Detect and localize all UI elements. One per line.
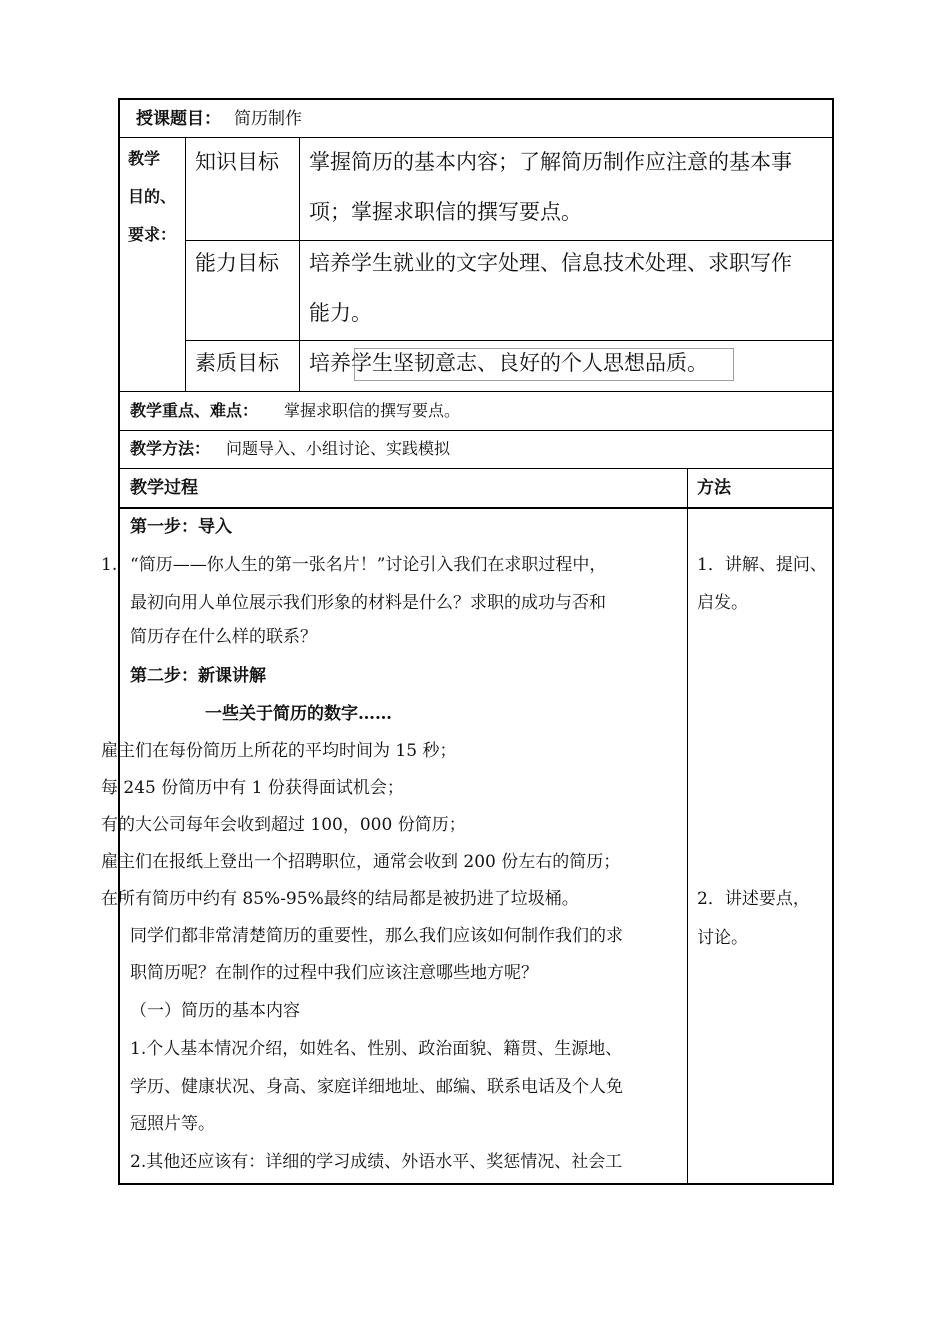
row-divider [185, 340, 834, 341]
objective-name-quality: 素质目标 [195, 351, 279, 375]
table-border-left [118, 98, 120, 1185]
question-text-line: 同学们都非常清楚简历的重要性，那么我们应该如何制作我们的求 [130, 926, 623, 946]
method-note-line: 2．讲述要点， [697, 889, 810, 909]
numbers-item: 有的大公司每年会收到超过 100，000 份简历； [101, 815, 466, 835]
row-divider [118, 137, 834, 138]
process-column-header: 教学过程 [130, 478, 198, 498]
objective-text-line: 能力。 [309, 301, 372, 325]
key-points-value: 掌握求职信的撰写要点。 [284, 401, 461, 420]
objectives-label-line: 要求： [128, 225, 177, 244]
table-border-right [832, 98, 834, 1185]
objective-text-line: 培养学生坚韧意志、良好的个人思想品质。 [309, 351, 708, 375]
row-divider [118, 430, 834, 431]
col-divider [687, 468, 688, 1184]
item1-text-line: 学历、健康状况、身高、家庭详细地址、邮编、联系电话及个人免 [130, 1077, 623, 1097]
numbers-item: 雇主们在报纸上登出一个招聘职位，通常会收到 200 份左右的简历； [101, 852, 621, 872]
item1-text-line: 冠照片等。 [130, 1114, 215, 1134]
methods-label: 教学方法： [130, 439, 211, 458]
step1-text-line: 最初向用人单位展示我们形象的材料是什么？求职的成功与否和 [130, 593, 606, 613]
method-column-header: 方法 [697, 478, 731, 498]
numbers-item: 雇主们在每份简历上所花的平均时间为 15 秒； [101, 741, 457, 761]
list-marker: 1. [101, 555, 118, 575]
step1-title: 第一步：导入 [130, 517, 232, 537]
step1-text-line: “简历——你人生的第一张名片！”讨论引入我们在求职过程中， [130, 555, 607, 575]
table-border-bottom [118, 1183, 834, 1185]
objective-text-line: 掌握简历的基本内容；了解简历制作应注意的基本事 [309, 150, 792, 174]
objective-text-line: 培养学生就业的文字处理、信息技术处理、求职写作 [309, 251, 792, 275]
objectives-label-line: 目的、 [128, 187, 177, 206]
item2-text-line: 2.其他还应该有：详细的学习成绩、外语水平、奖惩情况、社会工 [130, 1152, 623, 1172]
method-note-line: 启发。 [697, 593, 748, 613]
numbers-title: 一些关于简历的数字…… [205, 704, 392, 724]
key-points-label: 教学重点、难点： [130, 401, 259, 420]
step2-title: 第二步：新课讲解 [130, 666, 266, 686]
row-divider [118, 468, 834, 469]
objective-name-ability: 能力目标 [195, 251, 279, 275]
question-text-line: 职简历呢？在制作的过程中我们应该注意哪些地方呢？ [130, 963, 538, 983]
objectives-label-line: 教学 [128, 149, 161, 168]
row-divider [118, 391, 834, 392]
item1-text-line: 1.个人基本情况介绍，如姓名、性别、政治面貌、籍贯、生源地、 [130, 1039, 623, 1059]
col-divider [299, 137, 300, 391]
row-divider [185, 240, 834, 241]
header-divider-thick [118, 507, 834, 509]
numbers-item: 每 245 份简历中有 1 份获得面试机会； [101, 778, 404, 798]
method-note-line: 1．讲解、提问、 [697, 555, 827, 575]
method-note-line: 讨论。 [697, 928, 748, 948]
numbers-item: 在所有简历中约有 85%-95%最终的结局都是被扔进了垃圾桶。 [101, 889, 579, 909]
methods-value: 问题导入、小组讨论、实践模拟 [226, 439, 451, 458]
col-divider [185, 137, 186, 391]
topic-label: 授课题目： [136, 109, 221, 129]
topic-value: 简历制作 [234, 109, 302, 129]
step1-text-line: 简历存在什么样的联系？ [130, 627, 317, 647]
table-border-top [118, 98, 834, 100]
objective-text-line: 项；掌握求职信的撰写要点。 [309, 200, 582, 224]
objective-name-knowledge: 知识目标 [195, 150, 279, 174]
section1-title: （一）简历的基本内容 [130, 1001, 300, 1021]
